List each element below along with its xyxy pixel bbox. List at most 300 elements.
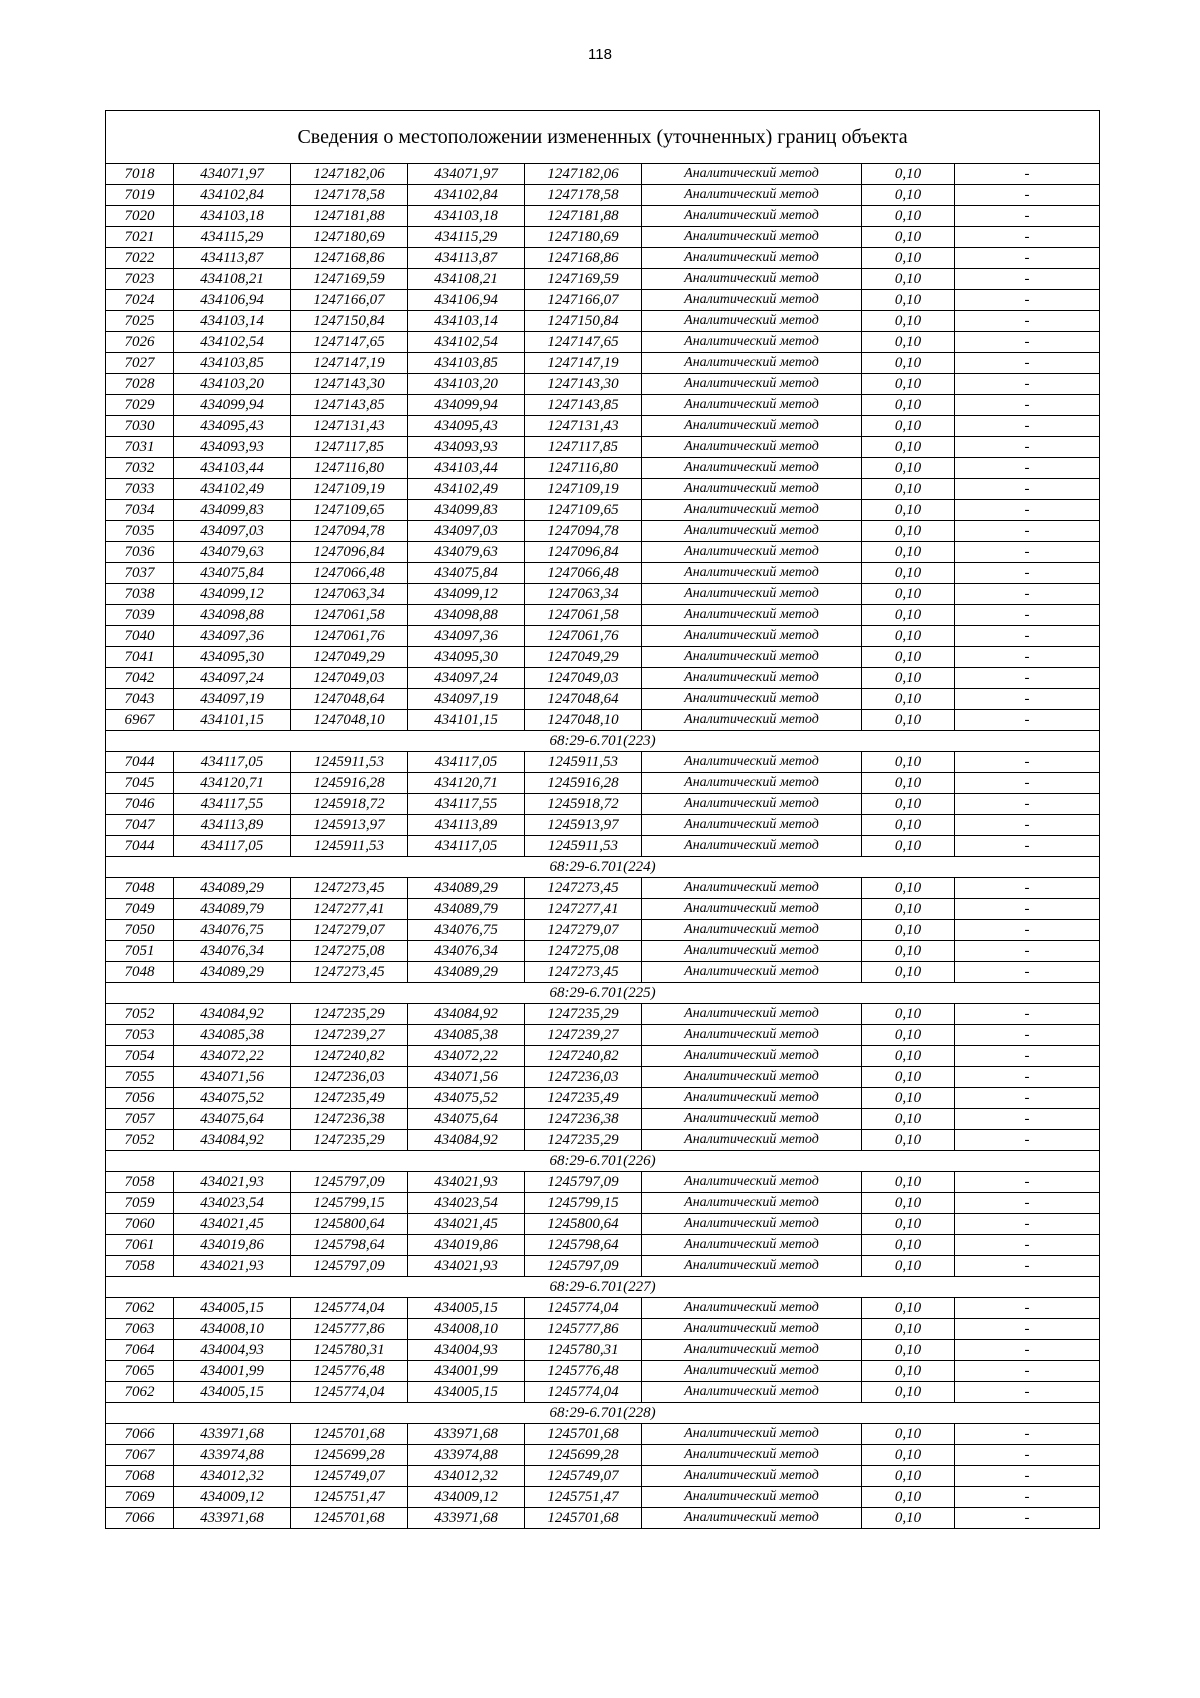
cell-method: Аналитический метод xyxy=(642,941,862,962)
cell-y-existing: 1245911,53 xyxy=(291,836,408,857)
cell-method: Аналитический метод xyxy=(642,248,862,269)
cell-y-existing: 1247236,38 xyxy=(291,1109,408,1130)
cell-description: - xyxy=(955,332,1100,353)
cell-description: - xyxy=(955,1067,1100,1088)
cell-accuracy: 0,10 xyxy=(862,584,955,605)
cell-y-existing: 1247131,43 xyxy=(291,416,408,437)
cell-description: - xyxy=(955,269,1100,290)
table-row xyxy=(106,1424,1100,1445)
table-row xyxy=(106,605,1100,626)
cell-accuracy: 0,10 xyxy=(862,1214,955,1235)
cell-accuracy: 0,10 xyxy=(862,815,955,836)
cell-description: - xyxy=(955,248,1100,269)
cell-y-new: 1245911,53 xyxy=(525,752,642,773)
table-row xyxy=(106,1235,1100,1256)
cell-accuracy: 0,10 xyxy=(862,458,955,479)
cell-x-existing: 434106,94 xyxy=(174,290,291,311)
cell-y-new: 1245918,72 xyxy=(525,794,642,815)
cell-y-new: 1247181,88 xyxy=(525,206,642,227)
cell-accuracy: 0,10 xyxy=(862,668,955,689)
cell-method: Аналитический метод xyxy=(642,353,862,374)
cell-x-existing: 434120,71 xyxy=(174,773,291,794)
cell-description: - xyxy=(955,206,1100,227)
cell-y-existing: 1247169,59 xyxy=(291,269,408,290)
cell-x-new: 434113,87 xyxy=(408,248,525,269)
cell-x-new: 434113,89 xyxy=(408,815,525,836)
cell-description: - xyxy=(955,1340,1100,1361)
cell-point-number: 7048 xyxy=(106,878,174,899)
cell-x-new: 434117,05 xyxy=(408,836,525,857)
cell-description: - xyxy=(955,311,1100,332)
cell-method: Аналитический метод xyxy=(642,752,862,773)
cell-x-new: 434099,94 xyxy=(408,395,525,416)
cell-point-number: 7036 xyxy=(106,542,174,563)
cell-y-new: 1245913,97 xyxy=(525,815,642,836)
cell-point-number: 7045 xyxy=(106,773,174,794)
section-row xyxy=(106,1277,1100,1298)
cell-accuracy: 0,10 xyxy=(862,605,955,626)
cell-method: Аналитический метод xyxy=(642,1256,862,1277)
cell-y-existing: 1247279,07 xyxy=(291,920,408,941)
cell-x-new: 434005,15 xyxy=(408,1298,525,1319)
cell-description: - xyxy=(955,1487,1100,1508)
section-label: 68:29-6.701(223) xyxy=(106,731,1100,752)
cell-y-existing: 1247066,48 xyxy=(291,563,408,584)
cell-method: Аналитический метод xyxy=(642,1298,862,1319)
cell-method: Аналитический метод xyxy=(642,416,862,437)
table-row xyxy=(106,1088,1100,1109)
cell-x-new: 434012,32 xyxy=(408,1466,525,1487)
cell-description: - xyxy=(955,290,1100,311)
cell-x-existing: 434075,84 xyxy=(174,563,291,584)
cell-accuracy: 0,10 xyxy=(862,1382,955,1403)
cell-method: Аналитический метод xyxy=(642,1025,862,1046)
cell-x-existing: 434076,75 xyxy=(174,920,291,941)
cell-y-new: 1247180,69 xyxy=(525,227,642,248)
cell-y-existing: 1245800,64 xyxy=(291,1214,408,1235)
cell-accuracy: 0,10 xyxy=(862,332,955,353)
section-row xyxy=(106,983,1100,1004)
cell-method: Аналитический метод xyxy=(642,1340,862,1361)
table-row xyxy=(106,1298,1100,1319)
cell-accuracy: 0,10 xyxy=(862,689,955,710)
cell-x-new: 434102,84 xyxy=(408,185,525,206)
cell-y-new: 1247048,64 xyxy=(525,689,642,710)
cell-x-existing: 434089,79 xyxy=(174,899,291,920)
cell-x-new: 434097,24 xyxy=(408,668,525,689)
cell-x-new: 434097,19 xyxy=(408,689,525,710)
cell-y-existing: 1247180,69 xyxy=(291,227,408,248)
cell-y-existing: 1247235,29 xyxy=(291,1130,408,1151)
cell-method: Аналитический метод xyxy=(642,542,862,563)
cell-y-existing: 1245918,72 xyxy=(291,794,408,815)
cell-accuracy: 0,10 xyxy=(862,521,955,542)
cell-y-existing: 1245913,97 xyxy=(291,815,408,836)
cell-description: - xyxy=(955,1361,1100,1382)
cell-y-new: 1245911,53 xyxy=(525,836,642,857)
cell-x-existing: 434103,20 xyxy=(174,374,291,395)
cell-accuracy: 0,10 xyxy=(862,290,955,311)
cell-accuracy: 0,10 xyxy=(862,185,955,206)
cell-accuracy: 0,10 xyxy=(862,227,955,248)
section-label: 68:29-6.701(226) xyxy=(106,1151,1100,1172)
cell-y-new: 1247096,84 xyxy=(525,542,642,563)
cell-point-number: 7024 xyxy=(106,290,174,311)
cell-point-number: 7019 xyxy=(106,185,174,206)
table-row xyxy=(106,542,1100,563)
cell-y-new: 1247279,07 xyxy=(525,920,642,941)
cell-x-new: 434089,29 xyxy=(408,878,525,899)
cell-method: Аналитический метод xyxy=(642,437,862,458)
cell-description: - xyxy=(955,1046,1100,1067)
cell-x-new: 434098,88 xyxy=(408,605,525,626)
table-row xyxy=(106,290,1100,311)
cell-y-new: 1247063,34 xyxy=(525,584,642,605)
table-row xyxy=(106,1046,1100,1067)
cell-accuracy: 0,10 xyxy=(862,1319,955,1340)
cell-x-new: 434115,29 xyxy=(408,227,525,248)
cell-x-new: 434099,12 xyxy=(408,584,525,605)
table-row xyxy=(106,1067,1100,1088)
cell-point-number: 7018 xyxy=(106,164,174,185)
cell-y-existing: 1247168,86 xyxy=(291,248,408,269)
cell-method: Аналитический метод xyxy=(642,962,862,983)
table-title: Сведения о местоположении измененных (уточненных) границ объекта xyxy=(106,111,1100,164)
table-row xyxy=(106,899,1100,920)
cell-accuracy: 0,10 xyxy=(862,1109,955,1130)
cell-y-new: 1245701,68 xyxy=(525,1508,642,1529)
cell-x-existing: 434099,12 xyxy=(174,584,291,605)
cell-x-existing: 434072,22 xyxy=(174,1046,291,1067)
cell-point-number: 6967 xyxy=(106,710,174,731)
cell-x-existing: 434117,55 xyxy=(174,794,291,815)
cell-x-new: 434102,54 xyxy=(408,332,525,353)
cell-y-new: 1247236,03 xyxy=(525,1067,642,1088)
cell-y-new: 1247166,07 xyxy=(525,290,642,311)
table-row xyxy=(106,668,1100,689)
cell-accuracy: 0,10 xyxy=(862,773,955,794)
cell-x-new: 434071,56 xyxy=(408,1067,525,1088)
cell-y-existing: 1245749,07 xyxy=(291,1466,408,1487)
cell-x-new: 434085,38 xyxy=(408,1025,525,1046)
cell-point-number: 7055 xyxy=(106,1067,174,1088)
cell-method: Аналитический метод xyxy=(642,1361,862,1382)
cell-point-number: 7029 xyxy=(106,395,174,416)
cell-description: - xyxy=(955,458,1100,479)
cell-x-new: 434075,52 xyxy=(408,1088,525,1109)
cell-y-new: 1245774,04 xyxy=(525,1382,642,1403)
section-label: 68:29-6.701(227) xyxy=(106,1277,1100,1298)
cell-x-existing: 434076,34 xyxy=(174,941,291,962)
cell-accuracy: 0,10 xyxy=(862,752,955,773)
cell-method: Аналитический метод xyxy=(642,1214,862,1235)
cell-x-existing: 434101,15 xyxy=(174,710,291,731)
cell-accuracy: 0,10 xyxy=(862,1193,955,1214)
cell-y-new: 1245916,28 xyxy=(525,773,642,794)
cell-method: Аналитический метод xyxy=(642,1130,862,1151)
cell-accuracy: 0,10 xyxy=(862,1424,955,1445)
cell-y-new: 1247273,45 xyxy=(525,878,642,899)
cell-x-existing: 434117,05 xyxy=(174,752,291,773)
cell-x-existing: 434102,54 xyxy=(174,332,291,353)
cell-method: Аналитический метод xyxy=(642,395,862,416)
table-row xyxy=(106,1382,1100,1403)
cell-method: Аналитический метод xyxy=(642,899,862,920)
cell-y-existing: 1247061,76 xyxy=(291,626,408,647)
cell-x-new: 434103,14 xyxy=(408,311,525,332)
cell-point-number: 7052 xyxy=(106,1130,174,1151)
table-row xyxy=(106,1340,1100,1361)
cell-method: Аналитический метод xyxy=(642,1088,862,1109)
cell-description: - xyxy=(955,773,1100,794)
cell-description: - xyxy=(955,584,1100,605)
cell-y-existing: 1247235,49 xyxy=(291,1088,408,1109)
cell-x-new: 434075,84 xyxy=(408,563,525,584)
cell-method: Аналитический метод xyxy=(642,521,862,542)
cell-y-existing: 1247116,80 xyxy=(291,458,408,479)
cell-description: - xyxy=(955,941,1100,962)
cell-y-new: 1247182,06 xyxy=(525,164,642,185)
cell-x-new: 434103,44 xyxy=(408,458,525,479)
cell-y-new: 1247109,19 xyxy=(525,479,642,500)
cell-description: - xyxy=(955,1130,1100,1151)
cell-x-new: 434019,86 xyxy=(408,1235,525,1256)
cell-x-existing: 434001,99 xyxy=(174,1361,291,1382)
cell-accuracy: 0,10 xyxy=(862,542,955,563)
cell-x-new: 434021,45 xyxy=(408,1214,525,1235)
cell-method: Аналитический метод xyxy=(642,1466,862,1487)
cell-accuracy: 0,10 xyxy=(862,878,955,899)
cell-y-new: 1247275,08 xyxy=(525,941,642,962)
cell-x-new: 434103,85 xyxy=(408,353,525,374)
table-row xyxy=(106,1214,1100,1235)
cell-point-number: 7037 xyxy=(106,563,174,584)
cell-x-existing: 434012,32 xyxy=(174,1466,291,1487)
cell-description: - xyxy=(955,500,1100,521)
cell-y-existing: 1245774,04 xyxy=(291,1298,408,1319)
cell-method: Аналитический метод xyxy=(642,1445,862,1466)
cell-description: - xyxy=(955,605,1100,626)
cell-y-new: 1247235,49 xyxy=(525,1088,642,1109)
cell-method: Аналитический метод xyxy=(642,563,862,584)
cell-y-existing: 1245799,15 xyxy=(291,1193,408,1214)
cell-x-existing: 434019,86 xyxy=(174,1235,291,1256)
cell-x-existing: 434021,45 xyxy=(174,1214,291,1235)
cell-method: Аналитический метод xyxy=(642,878,862,899)
table-row xyxy=(106,479,1100,500)
table-row xyxy=(106,962,1100,983)
cell-y-new: 1247061,76 xyxy=(525,626,642,647)
cell-description: - xyxy=(955,1256,1100,1277)
cell-method: Аналитический метод xyxy=(642,920,862,941)
cell-x-new: 434120,71 xyxy=(408,773,525,794)
cell-method: Аналитический метод xyxy=(642,290,862,311)
table-row xyxy=(106,794,1100,815)
cell-description: - xyxy=(955,836,1100,857)
cell-description: - xyxy=(955,1193,1100,1214)
cell-x-new: 434101,15 xyxy=(408,710,525,731)
cell-y-new: 1245749,07 xyxy=(525,1466,642,1487)
cell-y-existing: 1245774,04 xyxy=(291,1382,408,1403)
cell-description: - xyxy=(955,563,1100,584)
cell-y-existing: 1247277,41 xyxy=(291,899,408,920)
cell-y-existing: 1247049,29 xyxy=(291,647,408,668)
section-row xyxy=(106,1151,1100,1172)
cell-y-new: 1245799,15 xyxy=(525,1193,642,1214)
page-number: 118 xyxy=(588,46,612,63)
cell-method: Аналитический метод xyxy=(642,1046,862,1067)
cell-x-existing: 434085,38 xyxy=(174,1025,291,1046)
cell-x-new: 434076,34 xyxy=(408,941,525,962)
cell-description: - xyxy=(955,227,1100,248)
cell-point-number: 7034 xyxy=(106,500,174,521)
cell-description: - xyxy=(955,710,1100,731)
table-row xyxy=(106,206,1100,227)
cell-description: - xyxy=(955,416,1100,437)
cell-x-existing: 434099,83 xyxy=(174,500,291,521)
cell-y-new: 1247116,80 xyxy=(525,458,642,479)
cell-y-new: 1245797,09 xyxy=(525,1172,642,1193)
cell-x-new: 434095,30 xyxy=(408,647,525,668)
cell-description: - xyxy=(955,647,1100,668)
cell-method: Аналитический метод xyxy=(642,794,862,815)
cell-accuracy: 0,10 xyxy=(862,206,955,227)
table-row xyxy=(106,1004,1100,1025)
cell-x-new: 434005,15 xyxy=(408,1382,525,1403)
cell-point-number: 7069 xyxy=(106,1487,174,1508)
cell-y-existing: 1247109,65 xyxy=(291,500,408,521)
cell-x-existing: 434103,44 xyxy=(174,458,291,479)
cell-method: Аналитический метод xyxy=(642,1004,862,1025)
cell-y-new: 1245776,48 xyxy=(525,1361,642,1382)
cell-x-new: 434079,63 xyxy=(408,542,525,563)
cell-y-new: 1247049,03 xyxy=(525,668,642,689)
table-row xyxy=(106,689,1100,710)
cell-accuracy: 0,10 xyxy=(862,311,955,332)
cell-y-existing: 1245780,31 xyxy=(291,1340,408,1361)
cell-method: Аналитический метод xyxy=(642,1172,862,1193)
cell-point-number: 7021 xyxy=(106,227,174,248)
cell-accuracy: 0,10 xyxy=(862,962,955,983)
cell-point-number: 7058 xyxy=(106,1172,174,1193)
cell-method: Аналитический метод xyxy=(642,164,862,185)
section-label: 68:29-6.701(225) xyxy=(106,983,1100,1004)
cell-x-existing: 434023,54 xyxy=(174,1193,291,1214)
cell-point-number: 7062 xyxy=(106,1298,174,1319)
cell-method: Аналитический метод xyxy=(642,185,862,206)
cell-y-existing: 1245776,48 xyxy=(291,1361,408,1382)
cell-description: - xyxy=(955,1445,1100,1466)
cell-x-new: 434084,92 xyxy=(408,1130,525,1151)
table-row xyxy=(106,920,1100,941)
table-row xyxy=(106,500,1100,521)
cell-method: Аналитический метод xyxy=(642,689,862,710)
cell-y-existing: 1247150,84 xyxy=(291,311,408,332)
table-row xyxy=(106,1256,1100,1277)
cell-point-number: 7044 xyxy=(106,752,174,773)
cell-x-existing: 434113,89 xyxy=(174,815,291,836)
cell-accuracy: 0,10 xyxy=(862,794,955,815)
cell-y-existing: 1247273,45 xyxy=(291,878,408,899)
table-row xyxy=(106,1193,1100,1214)
cell-x-existing: 434102,84 xyxy=(174,185,291,206)
cell-accuracy: 0,10 xyxy=(862,1130,955,1151)
cell-x-existing: 434099,94 xyxy=(174,395,291,416)
cell-x-new: 434072,22 xyxy=(408,1046,525,1067)
cell-x-existing: 434089,29 xyxy=(174,962,291,983)
cell-description: - xyxy=(955,878,1100,899)
section-label: 68:29-6.701(224) xyxy=(106,857,1100,878)
cell-x-new: 434089,29 xyxy=(408,962,525,983)
cell-accuracy: 0,10 xyxy=(862,1508,955,1529)
cell-accuracy: 0,10 xyxy=(862,1172,955,1193)
cell-method: Аналитический метод xyxy=(642,668,862,689)
table-row xyxy=(106,563,1100,584)
cell-accuracy: 0,10 xyxy=(862,1004,955,1025)
cell-x-existing: 434095,43 xyxy=(174,416,291,437)
cell-x-new: 434097,03 xyxy=(408,521,525,542)
cell-x-new: 434099,83 xyxy=(408,500,525,521)
cell-method: Аналитический метод xyxy=(642,626,862,647)
cell-description: - xyxy=(955,353,1100,374)
cell-y-existing: 1247094,78 xyxy=(291,521,408,542)
cell-point-number: 7032 xyxy=(106,458,174,479)
cell-accuracy: 0,10 xyxy=(862,1445,955,1466)
table-row xyxy=(106,227,1100,248)
cell-x-existing: 434071,97 xyxy=(174,164,291,185)
cell-accuracy: 0,10 xyxy=(862,1256,955,1277)
cell-x-existing: 434113,87 xyxy=(174,248,291,269)
table-row xyxy=(106,269,1100,290)
cell-y-existing: 1245701,68 xyxy=(291,1424,408,1445)
cell-y-existing: 1247147,65 xyxy=(291,332,408,353)
cell-description: - xyxy=(955,164,1100,185)
cell-accuracy: 0,10 xyxy=(862,164,955,185)
cell-x-new: 434076,75 xyxy=(408,920,525,941)
cell-point-number: 7023 xyxy=(106,269,174,290)
cell-y-existing: 1247048,10 xyxy=(291,710,408,731)
cell-point-number: 7040 xyxy=(106,626,174,647)
cell-y-new: 1247048,10 xyxy=(525,710,642,731)
cell-y-existing: 1247239,27 xyxy=(291,1025,408,1046)
cell-y-existing: 1247061,58 xyxy=(291,605,408,626)
cell-description: - xyxy=(955,1214,1100,1235)
cell-x-existing: 434102,49 xyxy=(174,479,291,500)
cell-x-existing: 434021,93 xyxy=(174,1172,291,1193)
cell-x-new: 434117,05 xyxy=(408,752,525,773)
cell-accuracy: 0,10 xyxy=(862,1046,955,1067)
table-row xyxy=(106,1361,1100,1382)
cell-accuracy: 0,10 xyxy=(862,563,955,584)
cell-point-number: 7038 xyxy=(106,584,174,605)
cell-x-new: 433971,68 xyxy=(408,1424,525,1445)
cell-description: - xyxy=(955,1298,1100,1319)
cell-method: Аналитический метод xyxy=(642,1193,862,1214)
cell-x-new: 434004,93 xyxy=(408,1340,525,1361)
cell-point-number: 7057 xyxy=(106,1109,174,1130)
cell-accuracy: 0,10 xyxy=(862,941,955,962)
cell-accuracy: 0,10 xyxy=(862,1340,955,1361)
cell-point-number: 7054 xyxy=(106,1046,174,1067)
cell-method: Аналитический метод xyxy=(642,605,862,626)
cell-x-new: 434106,94 xyxy=(408,290,525,311)
cell-x-new: 434008,10 xyxy=(408,1319,525,1340)
cell-y-existing: 1247117,85 xyxy=(291,437,408,458)
cell-x-existing: 434075,64 xyxy=(174,1109,291,1130)
cell-description: - xyxy=(955,689,1100,710)
table-row xyxy=(106,458,1100,479)
table-row xyxy=(106,1025,1100,1046)
